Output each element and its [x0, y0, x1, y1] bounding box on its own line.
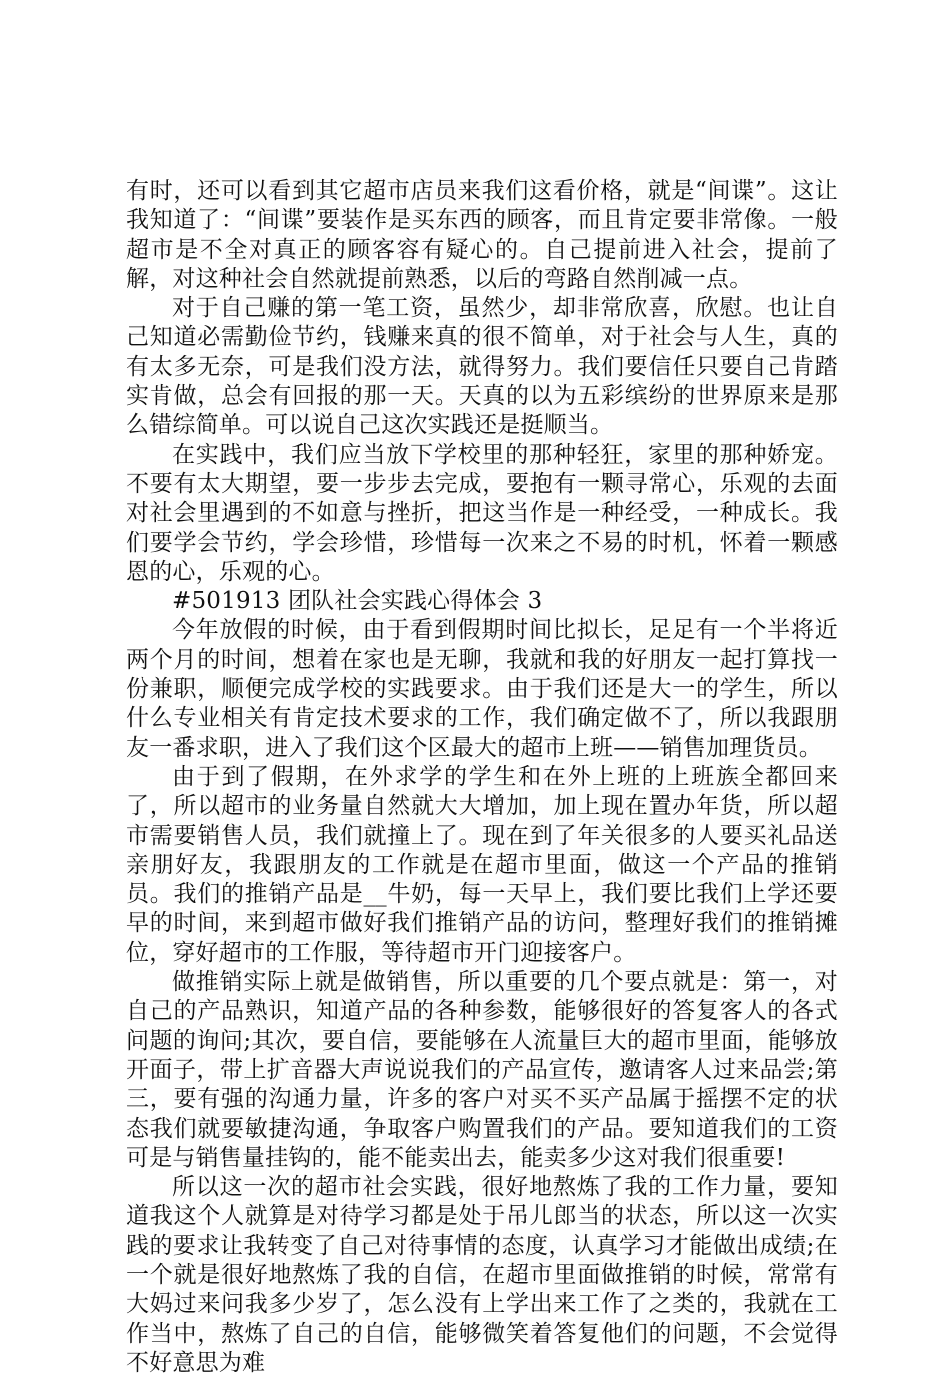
paragraph: 对于自己赚的第一笔工资，虽然少，却非常欣喜，欣慰。也让自己知道必需勤俭节约，钱赚来真的很不简单，对于社会与人生，真的有太多无奈，可是我们没方法，就得努力。我们要信任只要自己肯踏实肯做，总会有回报的那一天。天真的以为五彩缤纷的世界原来是那么错综简单。可以说自己这次实践还是挺顺当。 — [126, 295, 838, 439]
paragraph: 今年放假的时候，由于看到假期时间比拟长，足足有一个半将近两个月的时间，想着在家也是无聊，我就和我的好朋友一起打算找一份兼职，顺便完成学校的实践要求。由于我们还是大一的学生，所以什么专业相关有肯定技术要求的工作，我们确定做不了，所以我跟朋友一番求职，进入了我们这个区最大的超市上班——销售加理货员。 — [126, 617, 838, 761]
paragraph: 所以这一次的超市社会实践，很好地熬炼了我的工作力量，要知道我这个人就算是对待学习都是处于吊儿郎当的状态，所以这一次实践的要求让我转变了自己对待事情的态度，认真学习才能做出成绩;在一个就是很好地熬炼了我的自信，在超市里面做推销的时候，常常有大妈过来问我多少岁了，怎么没有上学出来工作了之类的，我就在工作当中，熬炼了自己的自信，能够微笑着答复他们的问题，不会觉得不好意思为难 — [126, 1174, 838, 1376]
paragraph: 做推销实际上就是做销售，所以重要的几个要点就是：第一，对自己的产品熟识，知道产品的各种参数，能够很好的答复客人的各式问题的询问;其次，要自信，要能够在人流量巨大的超市里面，能够放开面子，带上扩音器大声说说我们的产品宣传，邀请客人过来品尝;第三，要有强的沟通力量，许多的客户对买不买产品属于摇摆不定的状态我们就要敏捷沟通，争取客户购置我们的产品。要知道我们的工资可是与销售量挂钩的，能不能卖出去，能卖多少这对我们很重要! — [126, 969, 838, 1171]
paragraph: 由于到了假期，在外求学的学生和在外上班的上班族全都回来了，所以超市的业务量自然就大大增加，加上现在置办年货，所以超市需要销售人员，我们就撞上了。现在到了年关很多的人要买礼品送亲朋好友，我跟朋友的工作就是在超市里面，做这一个产品的推销员。我们的推销产品是__牛奶，每一天早上，我们要比我们上学还要早的时间，来到超市做好我们推销产品的访问，整理好我们的推销摊位，穿好超市的工作服，等待超市开门迎接客户。 — [126, 763, 838, 966]
section-heading: #501913 团队社会实践心得体会 3 — [172, 588, 543, 615]
paragraph: 在实践中，我们应当放下学校里的那种轻狂，家里的那种娇宠。不要有太大期望，要一步步去完成，要抱有一颗寻常心，乐观的去面对社会里遇到的不如意与挫折，把这当作是一种经受，一种成长。我们要学会节约，学会珍惜，珍惜每一次来之不易的时机，怀着一颗感恩的心，乐观的心。 — [126, 441, 838, 585]
document-body — [126, 177, 838, 1378]
paragraph: 有时，还可以看到其它超市店员来我们这看价格，就是“间谍”。这让我知道了：“间谍”要装作是买东西的顾客，而且肯定要非常像。一般超市是不全对真正的顾客容有疑心的。自己提前进入社会，提前了解，对这种社会自然就提前熟悉，以后的弯路自然削减一点。 — [126, 178, 838, 292]
